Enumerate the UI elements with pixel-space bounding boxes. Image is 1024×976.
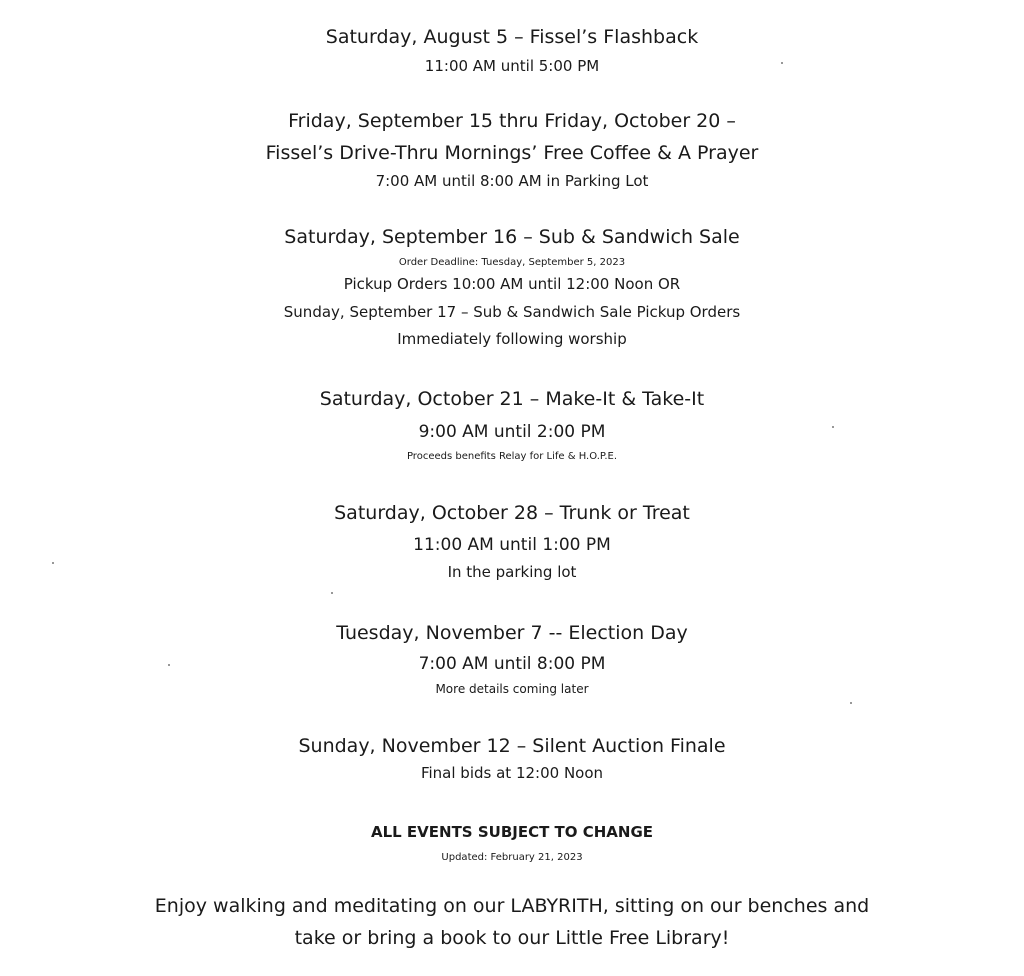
- event-alt-pickup: Sunday, September 17 – Sub & Sandwich Sale Pickup Orders: [283, 303, 741, 321]
- event-title-drive-thru-line2: Fissel’s Drive-Thru Mornings’ Free Coffee & A Prayer: [265, 142, 759, 164]
- event-time-make-it-take-it: 9:00 AM until 2:00 PM: [418, 422, 606, 442]
- event-note-silent-auction: Final bids at 12:00 Noon: [420, 764, 604, 782]
- scan-speck: [781, 62, 783, 64]
- event-title-fissels-flashback: Saturday, August 5 – Fissel’s Flashback: [325, 26, 699, 48]
- scan-speck: [850, 702, 852, 704]
- scan-speck: [331, 592, 333, 594]
- event-note-election-day: More details coming later: [435, 682, 589, 696]
- event-time-fissels-flashback: 11:00 AM until 5:00 PM: [424, 57, 600, 75]
- event-title-drive-thru-line1: Friday, September 15 thru Friday, October 20 –: [288, 110, 736, 132]
- event-time-trunk-or-treat: 11:00 AM until 1:00 PM: [413, 535, 611, 555]
- event-note-trunk-or-treat: In the parking lot: [447, 563, 577, 581]
- event-title-trunk-or-treat: Saturday, October 28 – Trunk or Treat: [334, 502, 690, 524]
- event-alt-note: Immediately following worship: [397, 330, 627, 348]
- closing-message-line2: take or bring a book to our Little Free Library!: [294, 927, 730, 949]
- event-title-election-day: Tuesday, November 7 -- Election Day: [336, 622, 688, 644]
- updated-date: Updated: February 21, 2023: [441, 852, 583, 863]
- scan-speck: [168, 664, 170, 666]
- event-title-sub-sandwich-sale: Saturday, September 16 – Sub & Sandwich Sale: [284, 226, 740, 248]
- event-title-make-it-take-it: Saturday, October 21 – Make-It & Take-It: [319, 388, 705, 410]
- event-time-election-day: 7:00 AM until 8:00 PM: [418, 654, 606, 674]
- events-subject-to-change-notice: ALL EVENTS SUBJECT TO CHANGE: [370, 823, 654, 841]
- closing-message-line1: Enjoy walking and meditating on our LABYRITH, sitting on our benches and: [154, 895, 870, 917]
- scan-speck: [52, 562, 54, 564]
- event-note-make-it-take-it: Proceeds benefits Relay for Life & H.O.P.E.: [406, 451, 618, 462]
- event-time-drive-thru: 7:00 AM until 8:00 AM in Parking Lot: [375, 172, 649, 190]
- scan-speck: [832, 426, 834, 428]
- event-pickup-orders: Pickup Orders 10:00 AM until 12:00 Noon OR: [343, 275, 681, 293]
- event-order-deadline: Order Deadline: Tuesday, September 5, 2023: [398, 257, 626, 268]
- event-title-silent-auction: Sunday, November 12 – Silent Auction Finale: [298, 735, 726, 757]
